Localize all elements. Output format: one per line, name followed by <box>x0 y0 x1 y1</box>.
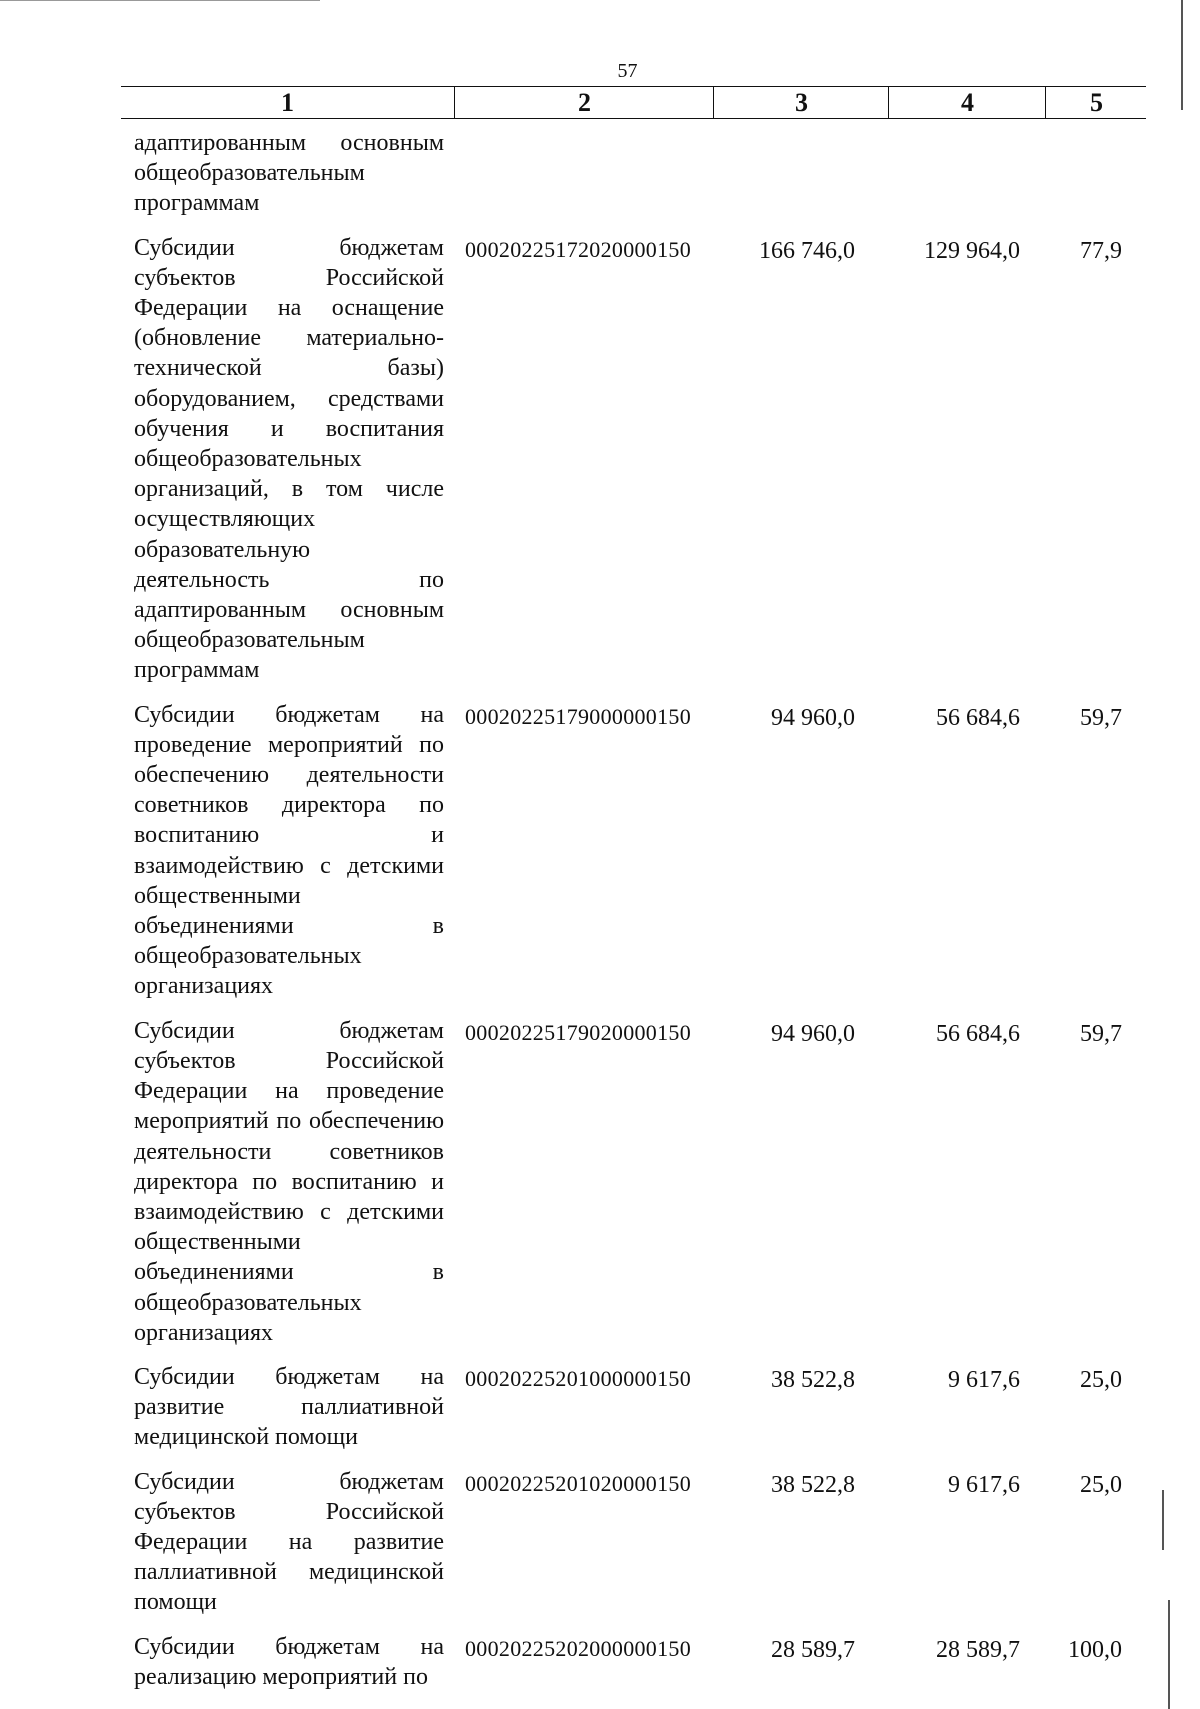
row-code: 00020225172020000150 <box>465 236 691 262</box>
row-value-col3: 94 960,0 <box>771 704 855 731</box>
row-value-col3: 38 522,8 <box>771 1366 855 1393</box>
row-description: адаптированным основным общеобразовательным программам <box>134 130 444 217</box>
row-value-col5: 59,7 <box>1080 704 1122 731</box>
row-value-col4: 56 684,6 <box>936 704 1020 731</box>
row-value-col5: 25,0 <box>1080 1471 1122 1498</box>
table-row <box>0 128 1200 219</box>
row-value-col3: 94 960,0 <box>771 1020 855 1047</box>
row-description: Субсидии бюджетам на реализацию мероприятий по <box>134 1633 444 1690</box>
row-value-col3: 28 589,7 <box>771 1636 855 1663</box>
row-value-col5: 25,0 <box>1080 1366 1122 1393</box>
row-description: Субсидии бюджетам субъектов Российской Федерации на проведение мероприятий по обеспечению деятельности советников директора по воспитанию и взаимодействию с детскими общественными объединениями в общеобразовательных организациях <box>134 1017 444 1346</box>
scan-edge-line <box>1168 1600 1170 1709</box>
row-value-col4: 56 684,6 <box>936 1020 1020 1047</box>
row-code: 00020225179000000150 <box>465 703 691 729</box>
column-header-2: 2 <box>454 87 714 118</box>
row-description: Субсидии бюджетам на проведение мероприятий по обеспечению деятельности советников директора по воспитанию и взаимодействию с детскими общественными объединениями в общеобразовательных организациях <box>134 701 444 1000</box>
column-header-1: 1 <box>281 88 294 117</box>
row-value-col5: 100,0 <box>1068 1636 1122 1663</box>
column-header-5: 5 <box>1045 87 1147 118</box>
row-value-col3: 38 522,8 <box>771 1471 855 1498</box>
column-header-4: 4 <box>888 87 1046 118</box>
table-row <box>0 700 1200 1002</box>
page-number: 57 <box>617 60 638 82</box>
row-code: 00020225179020000150 <box>465 1019 691 1045</box>
column-header-3: 3 <box>713 87 889 118</box>
row-description: Субсидии бюджетам субъектов Российской Федерации на оснащение (обновление материально-технической базы) оборудованием, средствами обучения и воспитания общеобразовательных организаций, в том числе осуществляющих образовательную деятельность по адаптированным основным общеобразовательным программам <box>134 234 444 684</box>
row-code: 00020225201020000150 <box>465 1470 691 1496</box>
table-row <box>0 1016 1200 1348</box>
table-row <box>0 1632 1200 1692</box>
row-description: Субсидии бюджетам на развитие паллиативной медицинской помощи <box>134 1363 444 1451</box>
table-header <box>121 86 1146 119</box>
row-value-col5: 59,7 <box>1080 1020 1122 1047</box>
table-row <box>0 1467 1200 1618</box>
table-row <box>0 1362 1200 1453</box>
scan-edge-line <box>1181 0 1183 110</box>
row-code: 00020225201000000150 <box>465 1365 691 1391</box>
row-code: 00020225202000000150 <box>465 1635 691 1661</box>
row-value-col5: 77,9 <box>1080 237 1122 264</box>
scan-edge-line <box>0 0 320 1</box>
scan-edge-line <box>1162 1490 1164 1550</box>
row-value-col4: 129 964,0 <box>924 237 1020 264</box>
table-row <box>0 233 1200 686</box>
row-value-col3: 166 746,0 <box>759 237 855 264</box>
row-value-col4: 28 589,7 <box>936 1636 1020 1663</box>
row-description: Субсидии бюджетам субъектов Российской Федерации на развитие паллиативной медицинской помощи <box>134 1468 444 1616</box>
row-value-col4: 9 617,6 <box>948 1366 1020 1393</box>
row-value-col4: 9 617,6 <box>948 1471 1020 1498</box>
table-body <box>0 128 1200 1706</box>
